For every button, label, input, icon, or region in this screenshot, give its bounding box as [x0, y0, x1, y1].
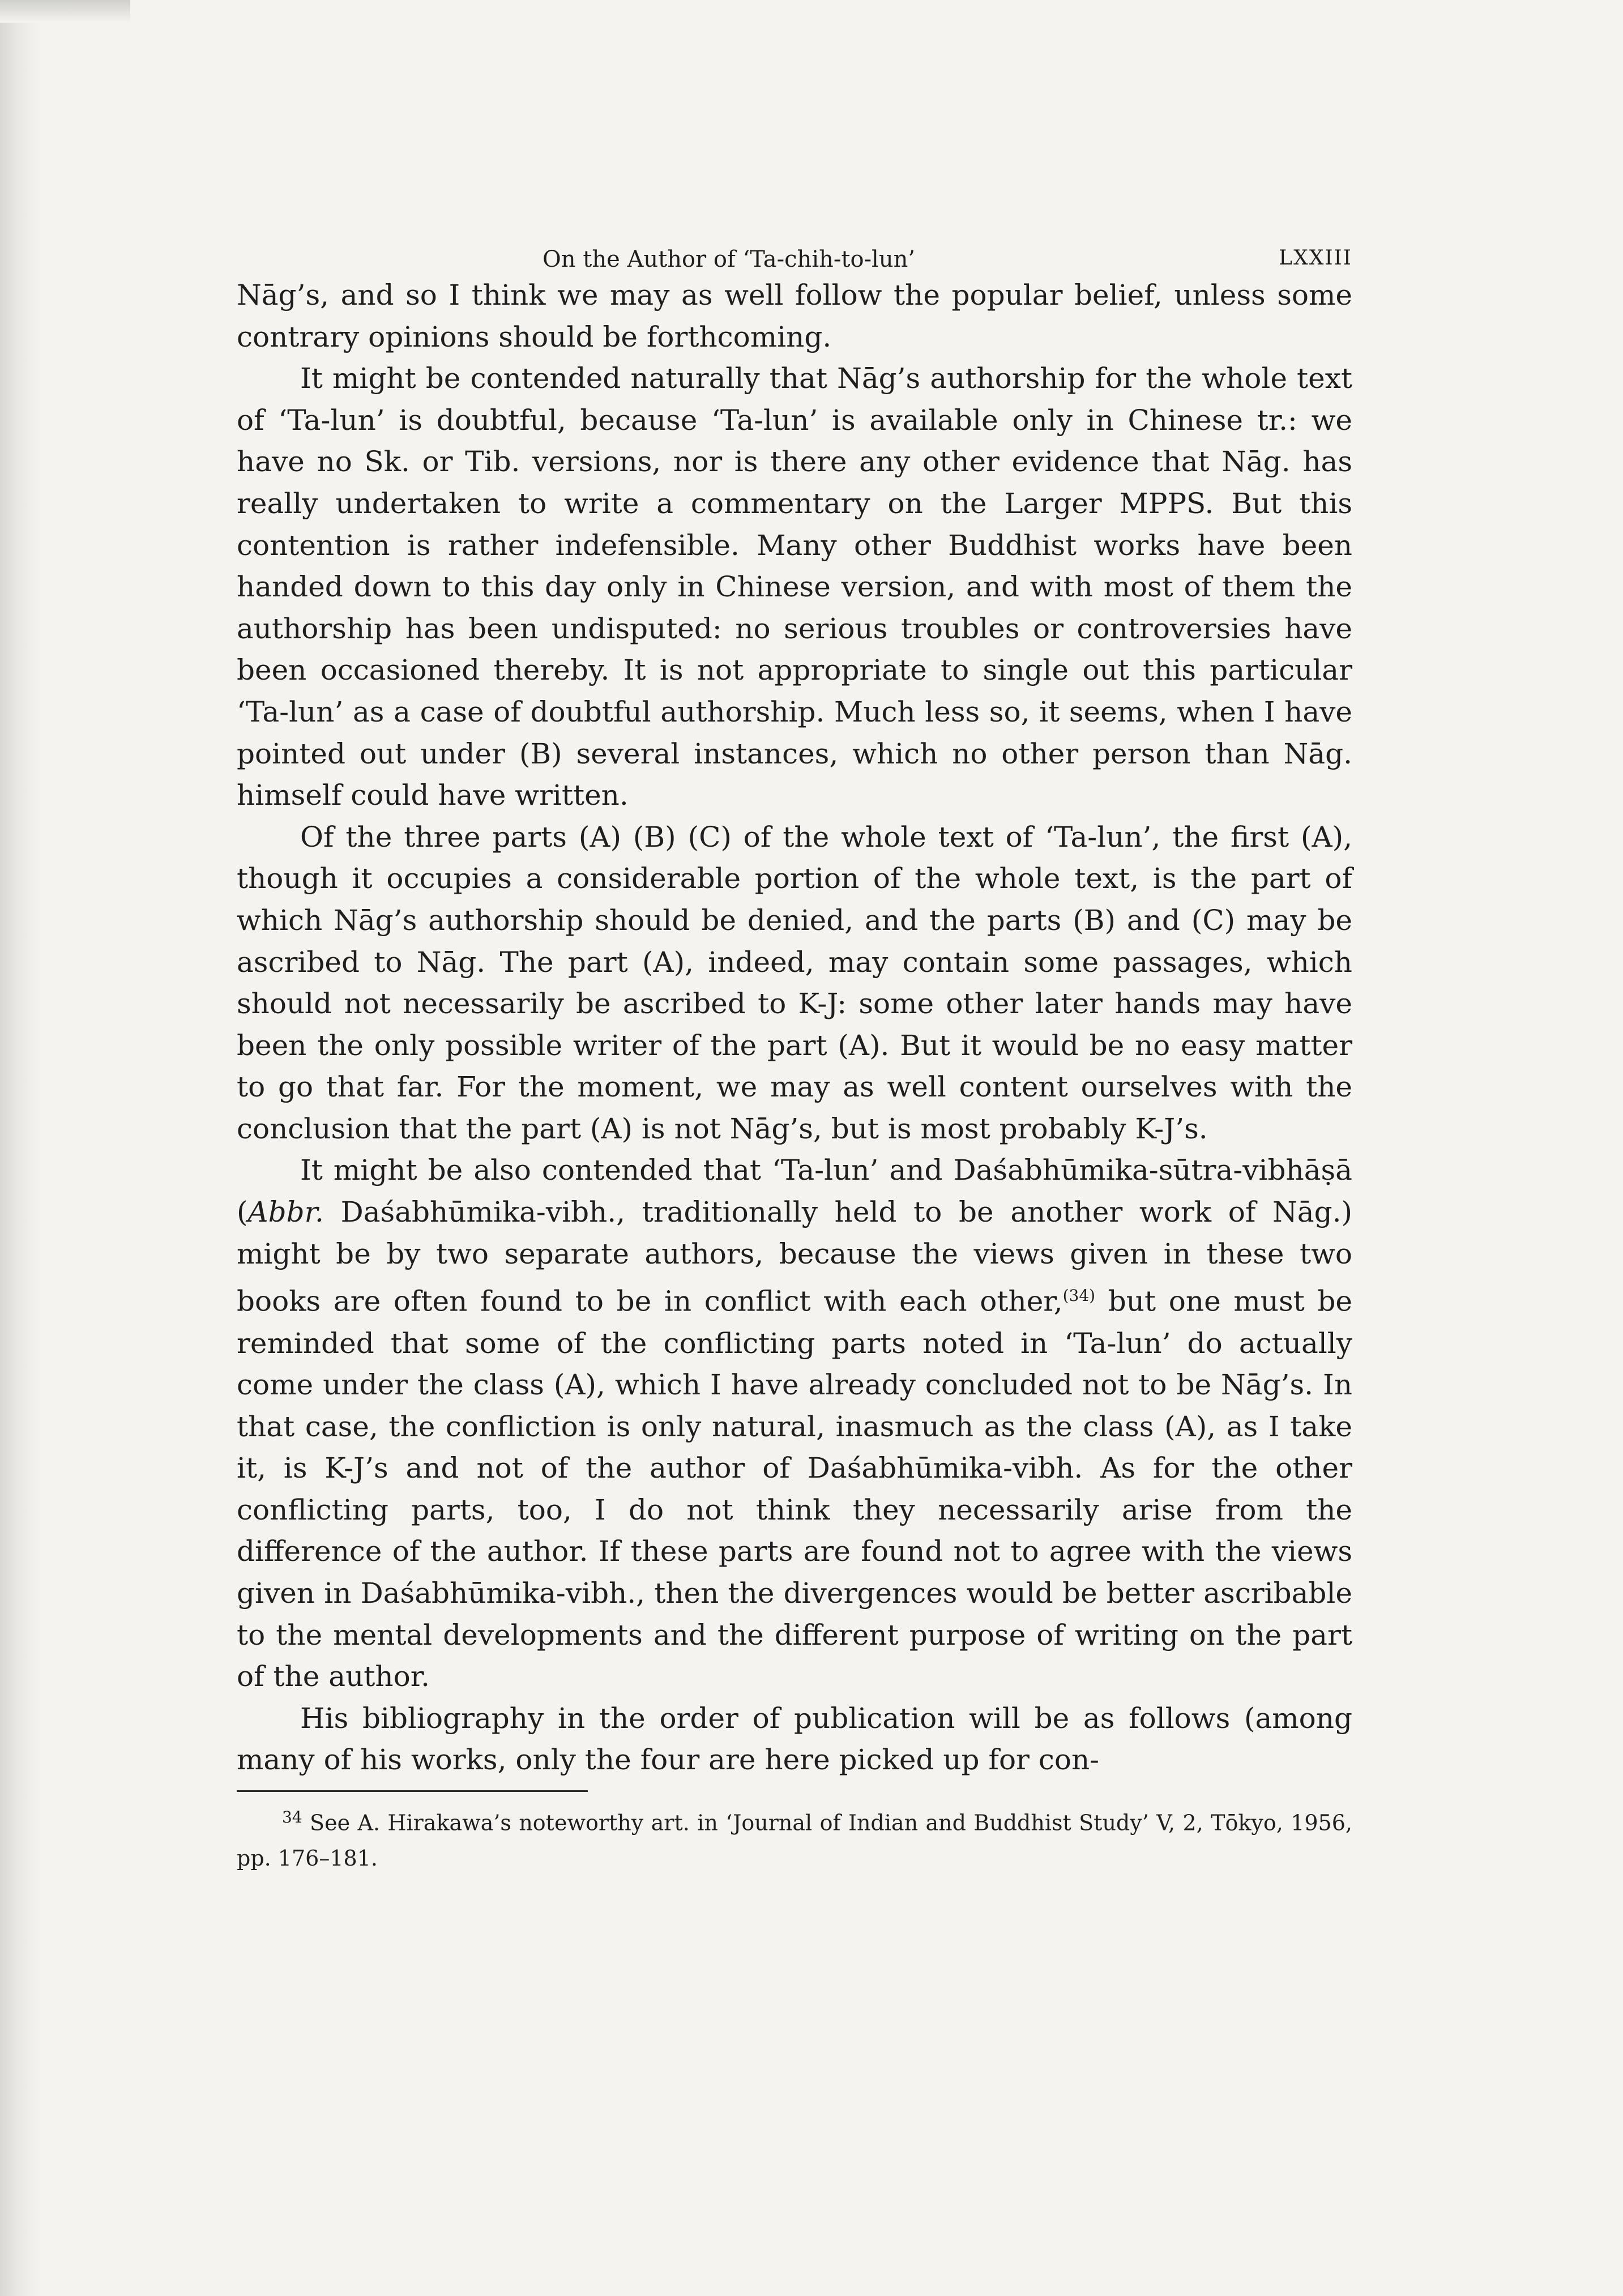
scan-shadow-corner: [0, 0, 130, 23]
paragraph-5: His bibliography in the order of publication will be as follows (among many of his works, only the four are here picked up for con-: [237, 1701, 1352, 1777]
running-header: [237, 235, 1352, 275]
abbr-label: Abbr.: [247, 1196, 324, 1229]
paragraph-4-part-3: but one must be reminded that some of the conflicting parts noted in ‘Ta-lun’ do actually come under the class (A), which I have already concluded not to be Nāg’s. In that case, the confliction is only natural, inasmuch as the class (A), as I take it, is K-J’s and not of the author of Daśabhūmika-vibh. As for the other conflicting parts, too, I do not think they necessarily arise from the difference of the author. If these parts are found not to agree with the views given in Daśabhūmika-vibh., then the divergences would be better ascribable to the mental developments and the different purpose of writing on the part of the author.: [237, 1284, 1352, 1693]
paragraph-2: It might be contended naturally that Nāg’s authorship for the whole text of ‘Ta-lun’ is doubtful, because ‘Ta-lun’ is available only in Chinese tr.: we have no Sk. or Tib. versions, nor is there any other evidence that Nāg. has really undertaken to write a commentary on the Larger MPPS. But this contention is rather indefensible. Many other Buddhist works have been handed down to this day only in Chinese version, and with most of them the authorship has been undisputed: no serious troubles or controversies have been occasioned thereby. It is not appropriate to single out this particular ‘Ta-lun’ as a case of doubtful authorship. Much less so, it seems, when I have pointed out under (B) several instances, which no other person than Nāg. himself could have written.: [237, 362, 1352, 812]
running-title: On the Author of ‘Ta-chih-to-lun’: [543, 246, 916, 272]
footnote-reference: (34): [1062, 1286, 1096, 1305]
page-number: LXXIII: [1279, 246, 1352, 270]
footnote-number: 34: [282, 1808, 302, 1827]
scan-shadow-edge: [0, 0, 40, 2296]
footnote-divider: [237, 1790, 588, 1792]
page-content: [237, 235, 1352, 1876]
paragraph-1: Nāg’s, and so I think we may as well follow the popular belief, unless some contrary opinions should be forthcoming.: [237, 279, 1352, 353]
paragraph-3: Of the three parts (A) (B) (C) of the whole text of ‘Ta-lun’, the first (A), though it occupies a considerable portion of the whole text, is the part of which Nāg’s authorship should be denied, and the parts (B) and (C) may be ascribed to Nāg. The part (A), indeed, may contain some passages, which should not necessarily be ascribed to K-J: some other later hands may have been the only possible writer of the part (A). But it would be no easy matter to go that far. For the moment, we may as well content ourselves with the conclusion that the part (A) is not Nāg’s, but is most probably K-J’s.: [237, 820, 1352, 1145]
paragraph-4-part-1: It might be also contended that ‘Ta-lun’ and Daśabhūmika-sūtra-vibhāṣā (: [237, 1154, 1352, 1229]
paragraph-4: [237, 1150, 1352, 1697]
footnote: [237, 1800, 1352, 1876]
body-text: [237, 275, 1352, 1781]
paragraph-4-part-2: Daśabhūmika-vibh., traditionally held to be another work of Nāg.) might be by two separate authors, because the views given in these two books are often found to be in conflict with each other,: [237, 1196, 1352, 1318]
footnote-text: See A. Hirakawa’s noteworthy art. in ‘Journal of Indian and Buddhist Study’ V, 2, Tōkyo, 1956, pp. 176–181.: [237, 1810, 1352, 1871]
